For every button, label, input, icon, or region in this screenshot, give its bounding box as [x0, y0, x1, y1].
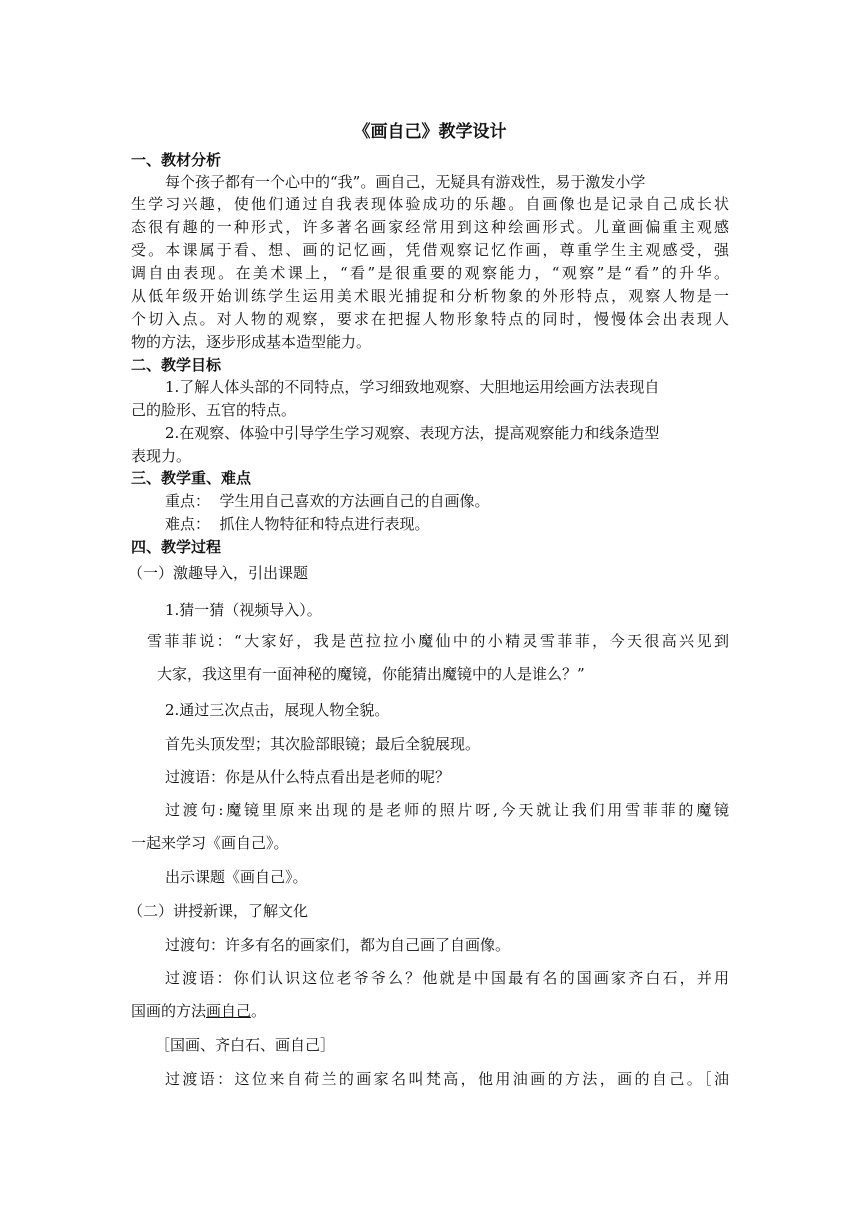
text-run: 。 [251, 1002, 267, 1020]
paragraph-line: 调自由表现。在美术课上，“看”是很重要的观察能力，“观察”是“看”的升华。 [131, 264, 729, 282]
goal-line: 己的脸形、五官的特点。 [131, 401, 297, 419]
underlined-text: 画自己 [206, 1002, 252, 1020]
document-title: 《画自己》教学设计 [353, 122, 507, 142]
process-line: 过渡句:魔镜里原来出现的是老师的照片呀,今天就让我们用雪菲菲的魔镜 [165, 801, 729, 819]
paragraph-line: 物的方法，逐步形成基本造型能力。 [131, 333, 372, 351]
process-line: 大家，我这里有一面神秘的魔镜，你能猜出魔镜中的人是谁么？” [157, 665, 585, 683]
subsection-heading-intro: （一）激趣导入，引出课题 [128, 564, 309, 582]
goal-line: 1.了解人体头部的不同特点，学习细致地观察、大胆地运用绘画方法表现自 [165, 378, 660, 396]
process-line: 过渡句：许多有名的画家们，都为自己画了自画像。 [165, 936, 511, 954]
paragraph-line: 生学习兴趣，使他们通过自我表现体验成功的乐趣。自画像也是记录自己成长状 [131, 195, 729, 213]
paragraph-line: 态很有趣的一种形式，许多著名画家经常用到这种绘画形式。儿童画偏重主观感 [131, 218, 729, 236]
paragraph-line: 个切入点。对人物的观察，要求在把握人物形象特点的同时，慢慢体会出表现人 [131, 310, 729, 328]
process-line: 1.猜一猜（视频导入）。 [165, 601, 322, 619]
process-line: 过渡语：你是从什么特点看出是老师的呢？ [165, 768, 451, 786]
paragraph-line: 每个孩子都有一个心中的“我”。画自己，无疑具有游戏性，易于激发小学 [165, 173, 646, 191]
process-line: 出示课题《画自己》。 [165, 868, 308, 886]
process-line: 过渡语：这位来自荷兰的画家名叫梵高，他用油画的方法，画的自己。［油 [165, 1070, 729, 1088]
section-heading-keypoints: 三、教学重、难点 [131, 469, 252, 487]
section-heading-process: 四、教学过程 [131, 538, 222, 556]
difficulty-line: 难点： 抓住人物特征和特点进行表现。 [165, 515, 430, 533]
process-line: 2.通过三次点击，展现人物全貌。 [165, 701, 390, 719]
process-line [131, 1001, 266, 1021]
subsection-heading-new-lesson: （二）讲授新课，了解文化 [128, 902, 309, 920]
goal-line: 2.在观察、体验中引导学生学习观察、表现方法，提高观察能力和线条造型 [165, 424, 660, 442]
process-line: ［国画、齐白石、画自己］ [155, 1036, 336, 1054]
section-heading-analysis: 一、教材分析 [131, 151, 222, 169]
text-run: 国画的方法 [131, 1002, 207, 1020]
process-line: 雪菲菲说：“大家好，我是芭拉拉小魔仙中的小精灵雪菲菲，今天很高兴见到 [147, 632, 729, 650]
process-line: 过渡语：你们认识这位老爷爷么？他就是中国最有名的国画家齐白石，并用 [165, 969, 729, 987]
process-line: 首先头顶发型；其次脸部眼镜；最后全貌展现。 [165, 735, 481, 753]
goal-line: 表现力。 [131, 447, 192, 465]
paragraph-line: 从低年级开始训练学生运用美术眼光捕捉和分析物象的外形特点，观察人物是一 [131, 287, 729, 305]
paragraph-line: 受。本课属于看、想、画的记忆画，凭借观察记忆作画，尊重学生主观感受，强 [131, 241, 729, 259]
section-heading-goals: 二、教学目标 [131, 356, 222, 374]
process-line: 一起来学习《画自己》。 [131, 834, 289, 852]
keypoint-line: 重点： 学生用自己喜欢的方法画自己的自画像。 [165, 492, 490, 510]
